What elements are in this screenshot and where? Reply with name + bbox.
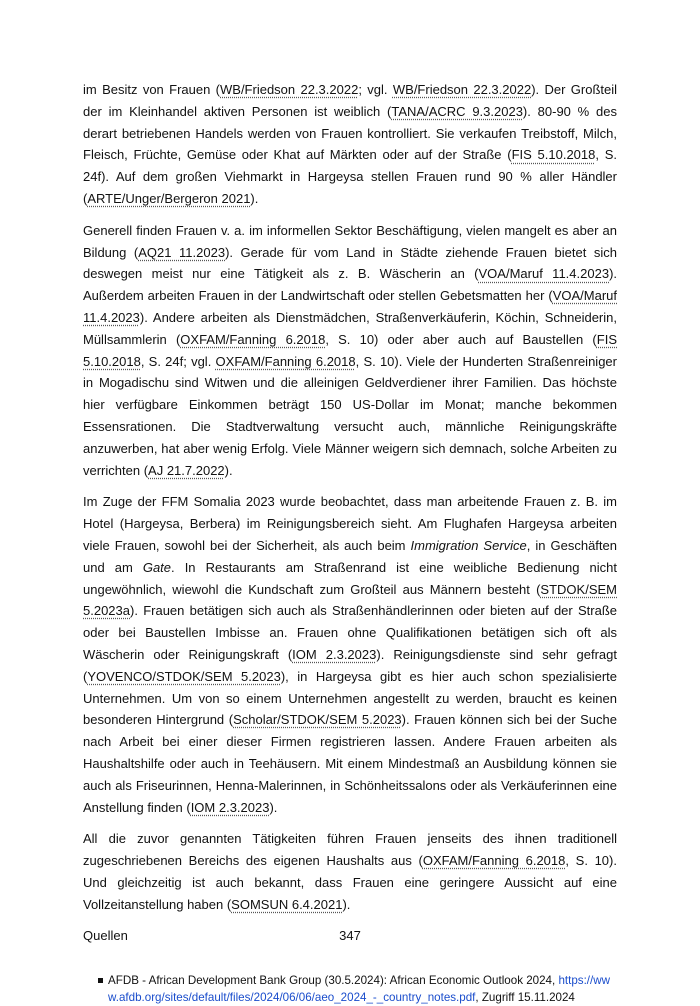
- page-number: 347: [339, 928, 361, 943]
- citation-link[interactable]: FIS 5.10.2018: [83, 331, 617, 369]
- text-run: im Besitz von Frauen (: [83, 82, 220, 97]
- citation-link[interactable]: WB/Friedson 22.3.2022: [392, 82, 532, 97]
- citation-link[interactable]: VOA/Maruf 11.4.2023: [83, 288, 617, 325]
- body-paragraph: [83, 220, 617, 482]
- text-run: ). 80-90 % des derart betriebenen Handels werden von Frauen kontrolliert. Sie verkaufen Treibstoff, Milch, Fleisch, Früchte, Gemüse oder Khat auf Märkten oder auf der Straße (: [83, 103, 617, 163]
- citation-link[interactable]: IOM 2.3.2023: [190, 799, 270, 815]
- citation-link[interactable]: IOM 2.3.2023: [292, 646, 377, 662]
- citation-link[interactable]: VOA/Maruf 11.4.2023: [478, 266, 610, 282]
- source-url-link[interactable]: https://www.afdb.org/sites/default/files/2024/06/06/aeo_2024_-_country_notes.pdf: [108, 974, 610, 1005]
- text-run: , S. 24f; vgl.: [140, 353, 216, 369]
- citation-link[interactable]: OXFAM/Fanning 6.2018: [422, 853, 566, 869]
- bullet-square-icon: [98, 978, 103, 983]
- text-run: ). Frauen können sich bei der Suche nach Arbeit bei einer dieser Firmen registrieren lassen. Andere Frauen arbeiten als Haushaltshilfe oder auch in Teehäusern. Mit einem Mindestmaß an Ausbildung können sie auch als Friseurinnen, Henna-Malerinnen, in Schönheitssalons oder als Verkäuferinnen eine Anstellung finden (: [83, 712, 617, 815]
- source-text: AFDB - African Development Bank Group (30.5.2024): African Economic Outlook 2024,: [108, 974, 559, 988]
- text-run: All die zuvor genannten Tätigkeiten führen Frauen jenseits des ihnen traditionell zugeschriebenen Bereichs des eigenen Haushalts aus (: [83, 831, 617, 869]
- text-run: ).: [269, 799, 278, 815]
- text-run: ). Der Großteil der im Kleinhandel aktiven Personen ist weiblich (: [83, 82, 618, 119]
- paragraph-container: [83, 79, 617, 915]
- body-paragraph: [83, 491, 617, 818]
- text-run: , S. 24f). Auf dem großen Viehmarkt in Hargeysa stellen Frauen rund 90 % aller Händler (: [83, 147, 617, 206]
- text-run: ; vgl.: [358, 82, 393, 97]
- text-run: . In Restaurants am Straßenrand ist eine weibliche Bedienung nicht ungewöhnlich, wiewohl die Kundschaft zum Großteil aus Männern besteht (: [83, 559, 617, 597]
- text-run: ). Außerdem arbeiten Frauen in der Landwirtschaft oder stellen Gebetsmatten her (: [83, 266, 618, 304]
- citation-link[interactable]: FIS 5.10.2018: [511, 147, 596, 163]
- text-run: ). Frauen betätigen sich auch als Straßenhändlerinnen oder bieten auf der Straße oder bei Baustellen Imbisse an. Frauen ohne Qualifikationen betätigen sich oft als Wäscherin oder Reinigungskraft (: [83, 603, 617, 662]
- source-item: [98, 972, 617, 1006]
- citation-link[interactable]: WB/Friedson 22.3.2022: [220, 82, 359, 97]
- citation-link[interactable]: AQ21 11.2023: [138, 244, 226, 260]
- citation-link[interactable]: ARTE/Unger/Bergeron 2021: [87, 190, 251, 206]
- citation-link[interactable]: OXFAM/Fanning 6.2018: [215, 353, 356, 369]
- text-run: ). Reinigungsdienste sind sehr gefragt (: [83, 646, 617, 684]
- citation-link[interactable]: Scholar/STDOK/SEM 5.2023: [233, 712, 402, 728]
- citation-link[interactable]: YOVENCO/STDOK/SEM 5.2023: [87, 668, 281, 684]
- emphasis-text: Gate: [142, 559, 172, 575]
- text-run: ).: [342, 896, 351, 912]
- source-list: [83, 972, 617, 1006]
- text-run: Im Zuge der FFM Somalia 2023 wurde beobachtet, dass man arbeitende Frauen z. B. im Hotel (Hargeysa, Berbera) im Reinigungsbereich sieht. Am Flughafen Hargeysa arbeiten viele Frauen, sowohl bei der Sicherheit, als auch beim: [83, 494, 617, 553]
- sources-heading: Quellen: [83, 928, 128, 944]
- text-run: ). Andere arbeiten als Dienstmädchen, Straßenverkäuferin, Köchin, Schneiderin, Müllsammlerin (: [83, 309, 617, 347]
- text-run: ).: [250, 190, 259, 206]
- text-run: , S. 10). Und gleichzeitig ist auch bekannt, dass Frauen eine geringere Aussicht auf eine Vollzeitanstellung haben (: [83, 853, 617, 912]
- text-run: ).: [224, 462, 233, 478]
- document-body: [83, 79, 617, 1006]
- emphasis-text: Immigration Service: [410, 537, 527, 553]
- text-run: , S. 10) oder aber auch auf Baustellen (: [325, 331, 597, 347]
- text-run: Generell finden Frauen v. a. im informellen Sektor Beschäftigung, vielen mangelt es aber an Bildung (: [83, 222, 617, 260]
- citation-link[interactable]: AJ 21.7.2022: [148, 462, 225, 478]
- body-paragraph: [83, 79, 617, 210]
- text-run: ). Gerade für vom Land in Städte ziehende Frauen bietet sich deswegen meist nur eine Tätigkeit als z. B. Wäscherin an (: [83, 244, 617, 282]
- citation-link[interactable]: TANA/ACRC 9.3.2023: [391, 103, 523, 119]
- source-access-date: , Zugriff 15.11.2024: [475, 991, 575, 1005]
- text-run: , in Geschäften und am: [83, 537, 617, 575]
- citation-link[interactable]: STDOK/SEM 5.2023a: [83, 581, 617, 619]
- citation-link[interactable]: OXFAM/Fanning 6.2018: [180, 331, 326, 347]
- text-run: ), in Hargeysa gibt es hier auch schon spezialisierte Unternehmen. Um von so einem Unternehmen angestellt zu werden, braucht es keinen besonderen Hintergrund (: [83, 668, 617, 728]
- text-run: , S. 10). Viele der Hunderten Straßenreiniger in Mogadischu sind Witwen und die alleinigen Geldverdiener ihrer Familien. Das höchste hier verfügbare Einkommen beträgt 150 US-Dollar im Monat; manche bekommen Essensrationen. Die Stadtverwaltung versucht auch, männliche Reinigungskräfte anzuwerben, hat aber wenig Erfolg. Viele Männer weigern sich demnach, solche Arbeiten zu verrichten (: [83, 353, 617, 478]
- citation-link[interactable]: SOMSUN 6.4.2021: [231, 896, 343, 912]
- body-paragraph: [83, 828, 617, 915]
